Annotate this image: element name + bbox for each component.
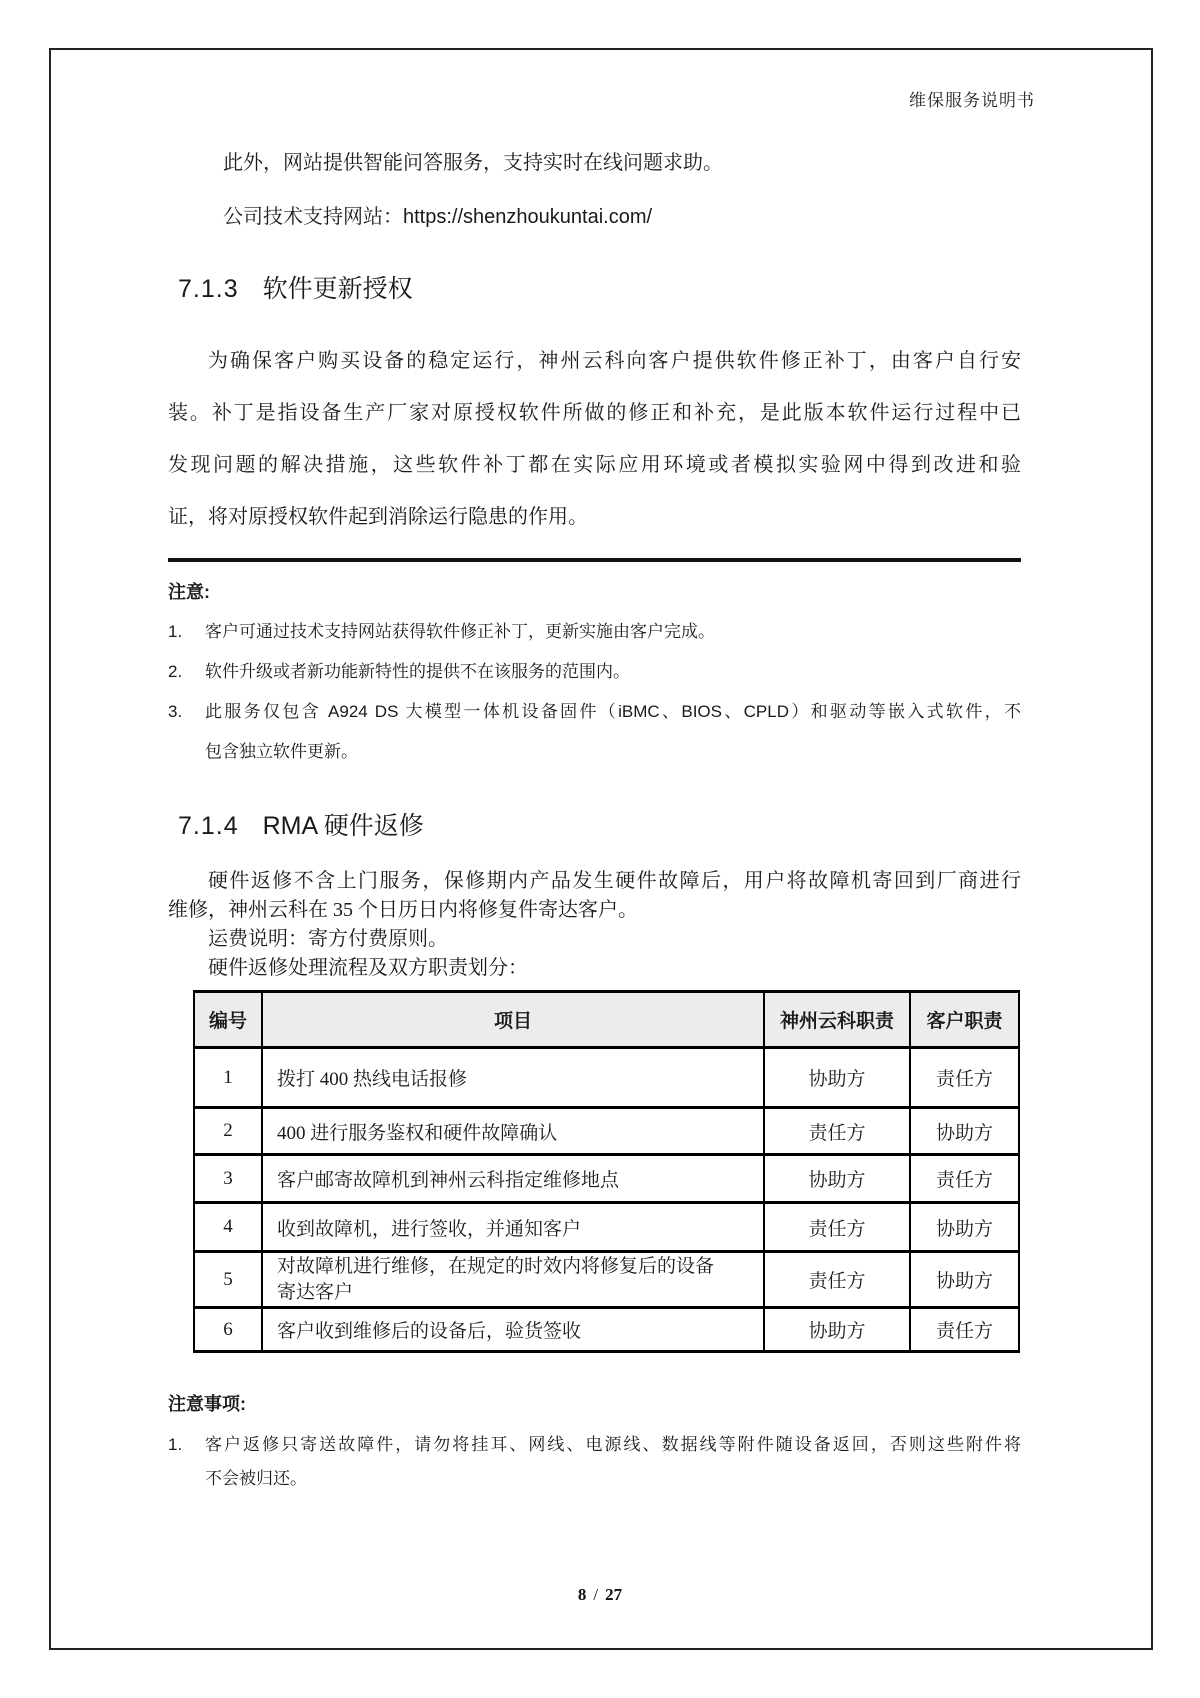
cell-vendor: 责任方 — [764, 1252, 910, 1308]
list-item-line: 不会被归还。 — [205, 1469, 307, 1488]
cell-item: 客户收到维修后的设备后，验货签收 — [262, 1308, 764, 1352]
section-heading-714 — [178, 809, 424, 843]
cell-item-line: 对故障机进行维修，在规定的时效内将修复后的设备 — [277, 1255, 715, 1277]
page-total: 27 — [605, 1585, 623, 1604]
list-item-text — [205, 692, 1021, 772]
section-number: 7.1.4 — [178, 812, 239, 840]
list-item — [168, 612, 1032, 652]
list-item-text: 客户可通过技术支持网站获得软件修正补丁，更新实施由客户完成。 — [205, 622, 715, 641]
list-item-number: 3. — [168, 702, 183, 721]
cell-customer: 协助方 — [910, 1108, 1019, 1155]
section-714-paragraph — [168, 867, 1021, 983]
list-item-line: 此服务仅包含 A924 DS 大模型一体机设备固件（iBMC、BIOS、CPLD）和驱动等嵌入式软件，不 — [205, 702, 1021, 721]
cell-item — [262, 1252, 764, 1308]
note-list — [168, 612, 1032, 772]
intro-paragraph-2: 公司技术支持网站：https://shenzhoukuntai.com/ — [223, 206, 653, 228]
list-item-number: 2. — [168, 662, 183, 681]
cell-vendor: 协助方 — [764, 1308, 910, 1352]
list-item — [168, 652, 1032, 692]
table-row — [194, 1203, 1019, 1252]
note-list — [168, 1428, 1032, 1496]
list-item-number: 1. — [168, 1435, 183, 1454]
paragraph-line: 运费说明：寄方付费原则。 — [208, 928, 448, 950]
note-title: 注意: — [168, 582, 210, 602]
page-number: 8 — [577, 1585, 587, 1604]
cell-item-line: 寄达客户 — [277, 1281, 354, 1303]
header-cell-customer: 客户职责 — [910, 992, 1019, 1048]
cell-item: 拨打 400 热线电话报修 — [262, 1048, 764, 1108]
paragraph-line: 为确保客户购买设备的稳定运行，神州云科向客户提供软件修正补丁，由客户自行安 — [208, 350, 1021, 372]
page-number-separator: / — [593, 1585, 599, 1604]
cell-customer: 责任方 — [910, 1308, 1019, 1352]
cell-vendor: 责任方 — [764, 1108, 910, 1155]
cell-no: 6 — [194, 1308, 262, 1352]
cell-vendor: 协助方 — [764, 1048, 910, 1108]
section-heading-713 — [178, 272, 413, 306]
table-row — [194, 1252, 1019, 1308]
note-title: 注意事项: — [168, 1394, 246, 1414]
header-cell-item: 项目 — [262, 992, 764, 1048]
section-number: 7.1.3 — [178, 275, 239, 303]
cell-no: 5 — [194, 1252, 262, 1308]
cell-item: 400 进行服务鉴权和硬件故障确认 — [262, 1108, 764, 1155]
cell-customer: 协助方 — [910, 1203, 1019, 1252]
table-row — [194, 1108, 1019, 1155]
header-cell-no: 编号 — [194, 992, 262, 1048]
section-713-paragraph — [168, 335, 1021, 543]
cell-no: 3 — [194, 1155, 262, 1203]
paragraph-line: 硬件返修处理流程及双方职责划分： — [208, 957, 528, 979]
page-footer — [0, 1585, 1200, 1605]
cell-customer: 责任方 — [910, 1048, 1019, 1108]
table-row — [194, 1048, 1019, 1108]
table-header-row — [194, 992, 1019, 1048]
cell-customer: 协助方 — [910, 1252, 1019, 1308]
paragraph-line: 装。补丁是指设备生产厂家对原授权软件所做的修正和补充，是此版本软件运行过程中已 — [168, 402, 1021, 424]
list-item — [168, 1428, 1032, 1496]
list-item-line: 包含独立软件更新。 — [205, 742, 358, 761]
running-header: 维保服务说明书 — [909, 91, 1035, 110]
header-cell-vendor: 神州云科职责 — [764, 992, 910, 1048]
section-title: RMA 硬件返修 — [262, 812, 424, 840]
note-divider-rule — [168, 558, 1021, 562]
paragraph-line: 维修，神州云科在 35 个日历日内将修复件寄达客户。 — [168, 899, 638, 921]
list-item-number: 1. — [168, 622, 183, 641]
list-item-text: 软件升级或者新功能新特性的提供不在该服务的范围内。 — [205, 662, 630, 681]
cell-item: 客户邮寄故障机到神州云科指定维修地点 — [262, 1155, 764, 1203]
list-item — [168, 692, 1032, 772]
cell-no: 4 — [194, 1203, 262, 1252]
cell-no: 1 — [194, 1048, 262, 1108]
cell-no: 2 — [194, 1108, 262, 1155]
table-row — [194, 1308, 1019, 1352]
paragraph-line: 证，将对原授权软件起到消除运行隐患的作用。 — [168, 506, 588, 528]
cell-vendor: 协助方 — [764, 1155, 910, 1203]
rma-process-table-wrap — [193, 990, 1018, 1353]
cell-vendor: 责任方 — [764, 1203, 910, 1252]
intro-paragraph-1: 此外，网站提供智能问答服务，支持实时在线问题求助。 — [223, 152, 723, 174]
cell-item: 收到故障机，进行签收，并通知客户 — [262, 1203, 764, 1252]
cell-customer: 责任方 — [910, 1155, 1019, 1203]
section-title: 软件更新授权 — [262, 275, 413, 303]
list-item-text — [205, 1428, 1021, 1496]
table-row — [194, 1155, 1019, 1203]
paragraph-line: 硬件返修不含上门服务，保修期内产品发生硬件故障后，用户将故障机寄回到厂商进行 — [208, 870, 1021, 892]
paragraph-line: 发现问题的解决措施，这些软件补丁都在实际应用环境或者模拟实验网中得到改进和验 — [168, 454, 1021, 476]
list-item-line: 客户返修只寄送故障件，请勿将挂耳、网线、电源线、数据线等附件随设备返回，否则这些附件将 — [205, 1435, 1021, 1454]
rma-process-table — [193, 990, 1020, 1353]
